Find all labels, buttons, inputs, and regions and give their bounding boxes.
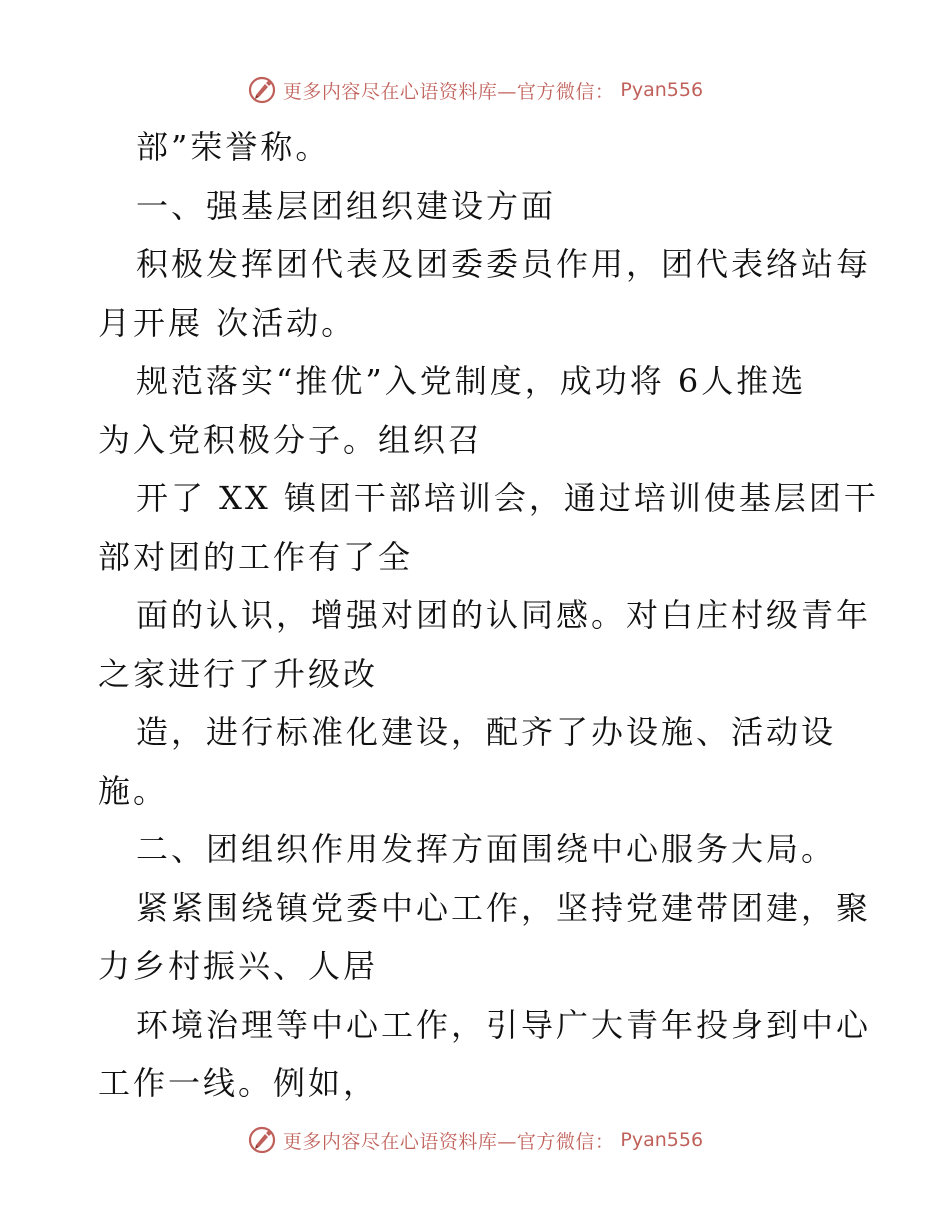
text-line: 工作一线。例如， [98, 1064, 379, 1102]
text-line: 紧紧围绕镇党委中心工作，坚持党建带团建，聚 [136, 888, 872, 927]
text-line: 之家进行了升级改 [98, 654, 379, 693]
section-heading-2: 二、团组织作用发挥方面围绕中心服务大局。 [136, 830, 837, 868]
pen-logo-icon [247, 75, 277, 105]
text-line: 月开展 次活动。 [98, 303, 357, 342]
text-line: 力乡村振兴、人居 [98, 947, 379, 985]
text-line: 部”荣誉称。 [136, 128, 331, 166]
text-line: 面的认识，增强对团的认同感。对白庄村级青年 [136, 596, 872, 634]
watermark-wechat-id: Pyan556 [620, 79, 704, 101]
text-line: 为入党积极分子。组织召 [98, 420, 484, 459]
text-line: 施。 [98, 771, 169, 810]
section-heading-1: 一、强基层团组织建设方面 [136, 186, 557, 225]
watermark-text: 更多内容尽在心语资料库—官方微信： [282, 80, 615, 103]
watermark-footer [0, 1120, 950, 1160]
text-line: 开了 XX 镇团干部培训会，通过培训使基层团干 [136, 479, 879, 517]
document-body [98, 118, 879, 1113]
text-line: 环境治理等中心工作，引导广大青年投身到中心 [136, 1005, 872, 1044]
pen-logo-icon [247, 1125, 277, 1155]
text-line: 部对团的工作有了全 [98, 537, 414, 576]
watermark-header [0, 70, 950, 110]
watermark-text: 更多内容尽在心语资料库—官方微信： [282, 1130, 615, 1153]
text-line: 造，进行标准化建设，配齐了办设施、活动设 [136, 713, 837, 751]
text-line: 规范落实“推优”入党制度，成功将 6人推选 [136, 362, 807, 400]
watermark-wechat-id: Pyan556 [620, 1129, 704, 1151]
text-line: 积极发挥团代表及团委委员作用，团代表络站每 [136, 245, 872, 283]
